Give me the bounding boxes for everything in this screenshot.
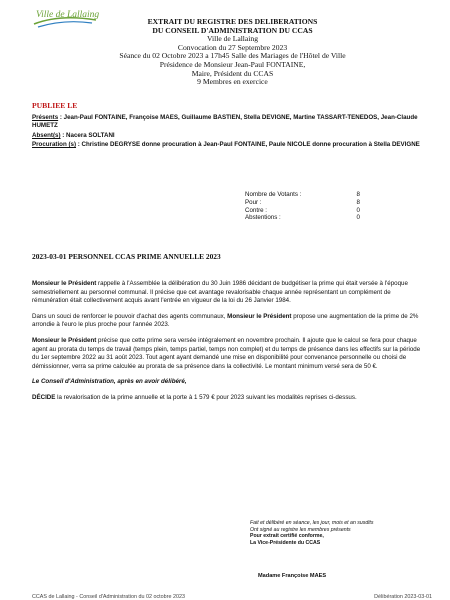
- header-subtitle: DU CONSEIL D'ADMINISTRATION DU CCAS: [152, 25, 313, 35]
- votes-value: 8: [356, 198, 360, 206]
- votes-label: Pour :: [245, 198, 262, 206]
- deliberation-body: [32, 280, 422, 410]
- votes-label: Abstentions :: [245, 214, 281, 222]
- votes-row: [245, 199, 360, 207]
- votes-table: [245, 191, 360, 222]
- paragraph: [32, 394, 422, 403]
- votes-row: [245, 214, 360, 222]
- footer-right: Délibération 2023-03-01: [374, 594, 432, 600]
- absents-names: : Nacera SOLTANI: [60, 132, 115, 139]
- paragraph-text: rappelle à l'Assemblée la délibération du 30 Juin 1986 décidant de budgétiser la prime qui était versée à l'époque semestriellement au personnel communal. Il précise que cet avantage revalorisable chaque année représentant un complément de rémunération était collectivement acquis avant l'entrée en vigueur de la loi du 26 Janvier 1984.: [32, 280, 408, 305]
- decision-label: DÉCIDE: [32, 393, 56, 401]
- paragraph-text: précise que cette prime sera versée intégralement en novembre prochain. Il ajoute que le calcul se fera pour chaque agent au prorata du temps de travail (temps plein, temps partiel, temps non complet) et du temps de présence dans les effectifs sur la période du 1er septembre 2022 au 31 août 2023. Tout agent ayant demandé une mise en disponibilité pour convenance personnelle ou choisi de démissionner, verra sa prime calculée au prorata de sa présence dans la collectivité. Le montant minimum versé sera de 50 €.: [32, 336, 421, 370]
- signature-role: La Vice-Présidente du CCAS: [250, 539, 321, 546]
- votes-label: Nombre de Votants :: [245, 191, 302, 198]
- header-convocation: Convocation du 27 Septembre 2023: [177, 42, 288, 52]
- absents-label: Absent(s): [32, 132, 61, 139]
- logo: [30, 4, 100, 30]
- votes-value: 8: [356, 191, 360, 198]
- signature-line: Ont signé au registre les membres présents: [250, 526, 351, 533]
- signer-name: Madame Françoise MAES: [258, 573, 327, 579]
- votes-value: 0: [356, 206, 360, 214]
- paragraph-text: la revalorisation de la prime annuelle et la porte à 1 579 € pour 2023 suivant les modalités reprises ci-dessus.: [55, 393, 357, 401]
- paragraph: [32, 280, 422, 306]
- header-role: Maire, Président du CCAS: [191, 68, 274, 78]
- publication-label: PUBLIEE LE: [32, 101, 78, 110]
- footer-left: CCAS de Lallaing - Conseil d'Administration du 02 octobre 2023: [32, 594, 185, 600]
- signature-line: Pour extrait certifié conforme,: [250, 533, 324, 540]
- page-footer: [32, 594, 432, 600]
- header-town: Ville de Lallaing: [207, 34, 258, 44]
- votes-value: 0: [356, 214, 360, 222]
- absents-line: [32, 132, 115, 140]
- procuration-line: [32, 141, 422, 149]
- procuration-text: : Christine DEGRYSE donne procuration à Jean-Paul FONTAINE, Paule NICOLE donne procuration à Stella DEVIGNE: [76, 141, 420, 148]
- council-statement: Le Conseil d'Administration, après en avoir délibéré,: [32, 378, 187, 386]
- procuration-label: Procuration (s): [32, 141, 77, 148]
- president-label: Monsieur le Président: [32, 336, 97, 344]
- signature-block: [250, 520, 373, 546]
- header-members: 9 Membres en exercice: [197, 77, 268, 87]
- presents-label: Présents: [32, 114, 59, 121]
- votes-row: [245, 191, 360, 199]
- signature-line: Fait et délibéré en séance, les jour, mois et an susdits: [250, 520, 374, 526]
- paragraph: [32, 337, 422, 371]
- president-label: Monsieur le Président: [227, 312, 292, 320]
- document-header: [110, 18, 355, 87]
- logo-text: Ville de Lallaing: [36, 10, 100, 20]
- paragraph: [32, 313, 422, 330]
- presents-names: : Jean-Paul FONTAINE, Françoise MAES, Guillaume BASTIEN, Stella DEVIGNE, Martine TASSART-TENEDOS, Jean-Claude HUMETZ: [32, 114, 418, 130]
- header-title: EXTRAIT DU REGISTRE DES DELIBERATIONS: [147, 17, 318, 26]
- deliberation-title: 2023-03-01 PERSONNEL CCAS PRIME ANNUELLE 2023: [32, 252, 221, 261]
- president-label: Monsieur le Président: [32, 280, 97, 287]
- header-presidence: Présidence de Monsieur Jean-Paul FONTAINE,: [159, 59, 306, 69]
- votes-label: Contre :: [245, 206, 268, 214]
- paragraph-text: Dans un souci de renforcer le pouvoir d'achat des agents communaux,: [32, 312, 228, 320]
- presents-line: [32, 114, 422, 131]
- header-session: Séance du 02 Octobre 2023 a 17h45 Salle des Mariages de l'Hôtel de Ville: [119, 51, 346, 61]
- paragraph-text: propose une augmentation de la prime de 2% arrondie à l'euro le plus proche pour l'année 2023.: [32, 312, 419, 329]
- votes-row: [245, 207, 360, 215]
